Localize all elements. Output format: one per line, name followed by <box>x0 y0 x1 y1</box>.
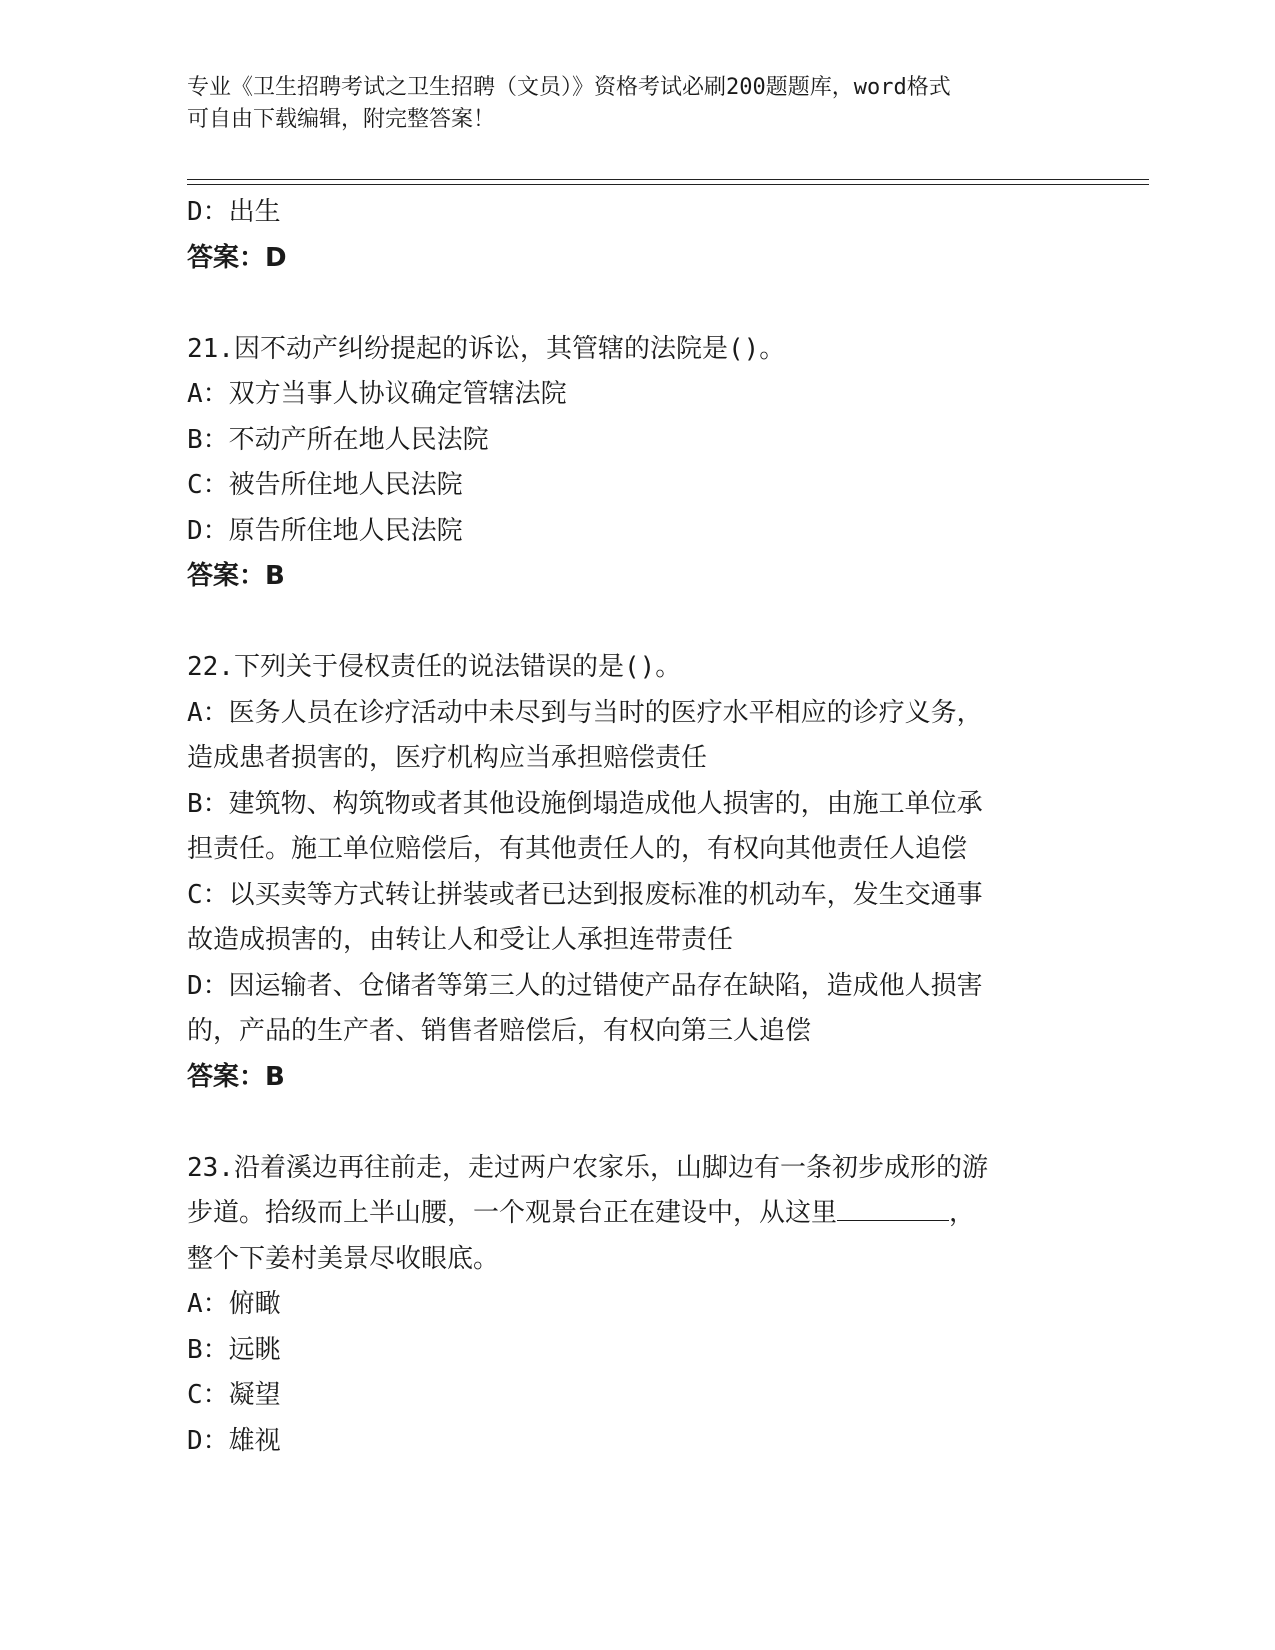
q23-stem-line-3: 整个下姜村美景尽收眼底。 <box>187 1243 500 1274</box>
question-content <box>187 190 1107 1464</box>
q21-option-c: C：被告所住地人民法院 <box>187 470 463 500</box>
prev-option-d: D：出生 <box>187 197 281 227</box>
q23-option-c: C：凝望 <box>187 1380 281 1410</box>
q23-option-d: D：雄视 <box>187 1425 281 1456</box>
q23-stem-line-1: 23.沿着溪边再往前走，走过两户农家乐，山脚边有一条初步成形的游 <box>187 1152 988 1183</box>
q22-stem: 22.下列关于侵权责任的说法错误的是()。 <box>187 652 682 682</box>
q21-option-d: D：原告所住地人民法院 <box>187 515 463 546</box>
q21-answer: 答案：B <box>187 561 285 591</box>
q22-option-c-line-1: C：以买卖等方式转让拼装或者已达到报废标准的机动车，发生交通事 <box>187 879 983 910</box>
spacer <box>187 1100 1107 1146</box>
q22-option-c-line-2: 故造成损害的，由转让人和受让人承担连带责任 <box>187 925 734 955</box>
q21-option-a: A：双方当事人协议确定管辖法院 <box>187 379 567 409</box>
spacer <box>187 281 1107 327</box>
q22-option-d-line-1: D：因运输者、仓储者等第三人的过错使产品存在缺陷，造成他人损害 <box>187 970 983 1001</box>
header-title-line-1: 专业《卫生招聘考试之卫生招聘（文员）》资格考试必刷200题题库，word格式 <box>187 75 951 100</box>
header-title-line-2: 可自由下载编辑，附完整答案！ <box>187 107 496 132</box>
q21-stem: 21.因不动产纠纷提起的诉讼，其管辖的法院是()。 <box>187 333 786 364</box>
q23-stem-line-2 <box>187 1191 1107 1237</box>
q23-stem-line-2-pre: 步道。拾级而上半山腰，一个观景台正在建设中，从这里 <box>187 1198 838 1228</box>
prev-answer: 答案：D <box>187 242 287 273</box>
header-rule-top <box>187 179 1149 180</box>
q23-stem-line-2-post: ， <box>949 1198 976 1228</box>
q22-answer: 答案：B <box>187 1061 285 1092</box>
q23-option-b: B：远眺 <box>187 1334 281 1365</box>
q22-option-a-line-2: 造成患者损害的，医疗机构应当承担赔偿责任 <box>187 743 708 773</box>
fill-in-blank <box>837 1196 949 1221</box>
header-rule-bottom <box>187 184 1149 185</box>
document-header <box>187 72 1087 136</box>
q23-option-a: A：俯瞰 <box>187 1289 281 1319</box>
q22-option-a-line-1: A：医务人员在诊疗活动中未尽到与当时的医疗水平相应的诊疗义务， <box>187 697 983 728</box>
q22-option-b-line-1: B：建筑物、构筑物或者其他设施倒塌造成他人损害的，由施工单位承 <box>187 788 983 819</box>
spacer <box>187 600 1107 646</box>
q21-option-b: B：不动产所在地人民法院 <box>187 424 489 455</box>
q22-option-d-line-2: 的，产品的生产者、销售者赔偿后，有权向第三人追偿 <box>187 1016 812 1046</box>
q22-option-b-line-2: 担责任。施工单位赔偿后，有其他责任人的，有权向其他责任人追偿 <box>187 834 968 864</box>
